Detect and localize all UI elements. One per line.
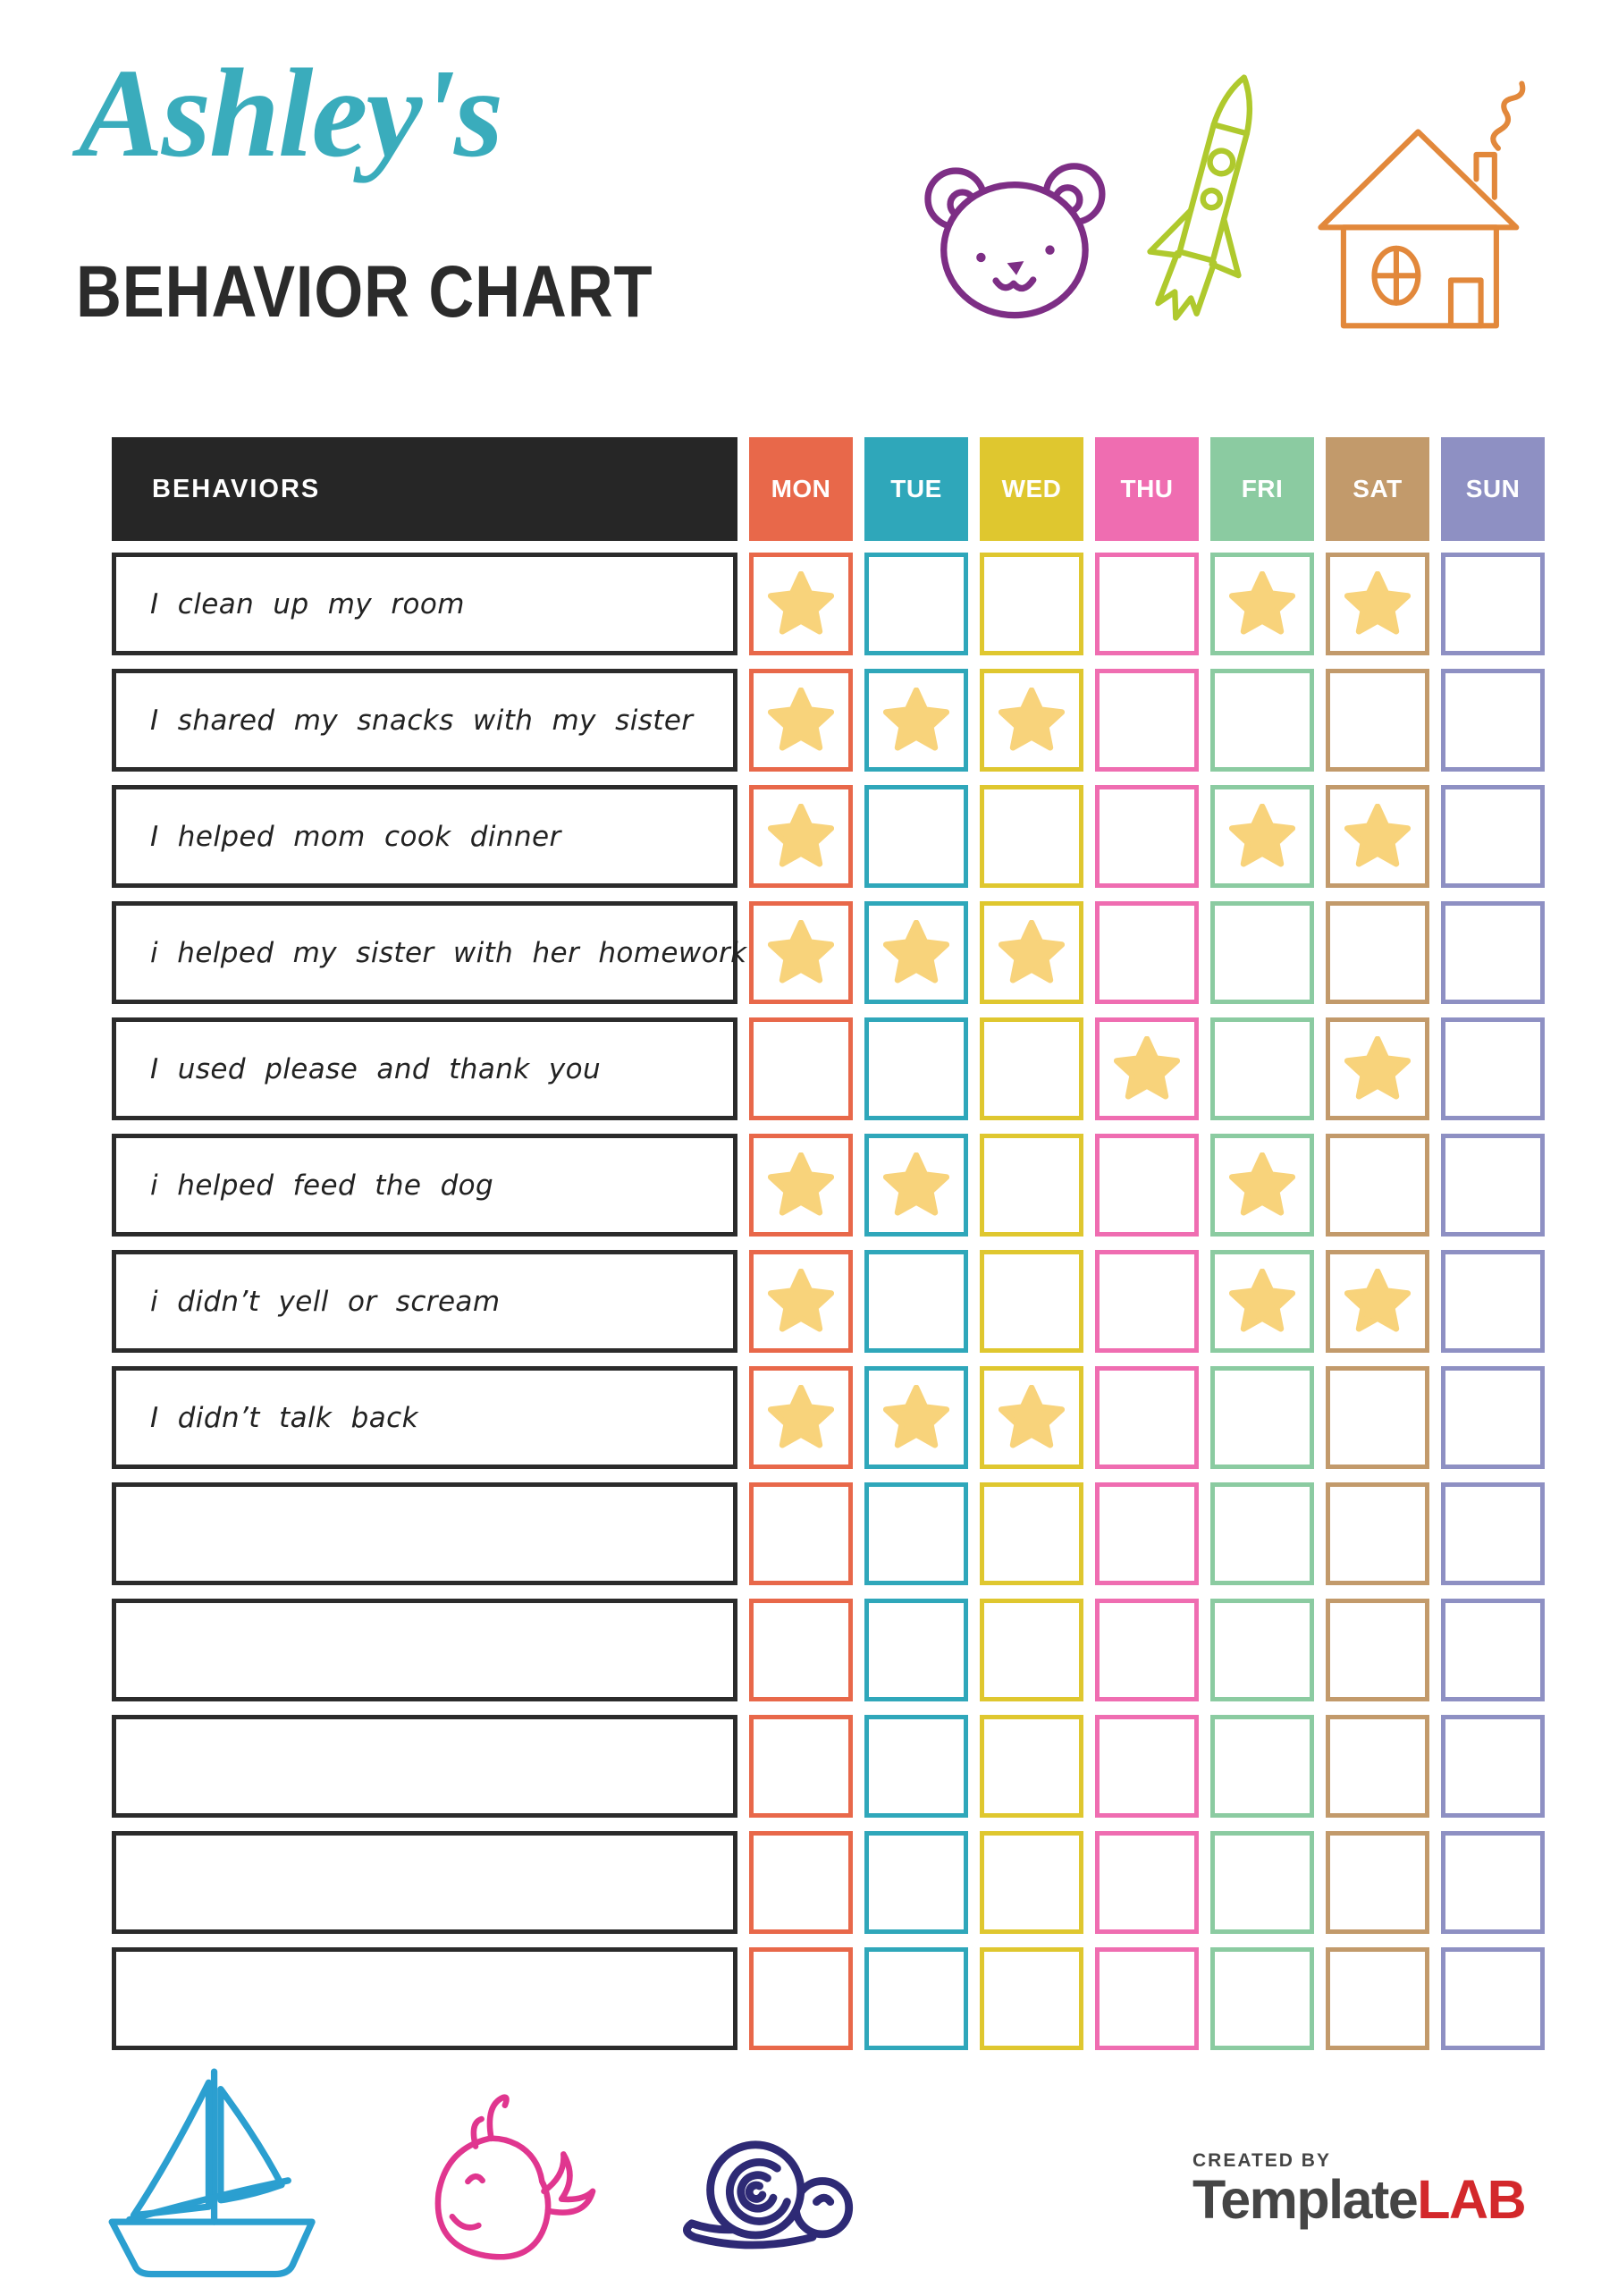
behavior-row [112,1134,1545,1237]
star-icon [999,1385,1065,1451]
day-cell-mon[interactable] [749,901,853,1004]
day-cell-fri[interactable] [1210,1250,1314,1353]
day-cell-wed[interactable] [980,1482,1083,1585]
day-cell-mon[interactable] [749,785,853,888]
day-cell-sat[interactable] [1326,1134,1429,1237]
star-icon [883,1385,949,1451]
templatelab-logo [1192,2150,1526,2230]
behavior-label-cell [112,1831,737,1934]
behavior-row [112,1482,1545,1585]
day-cell-tue[interactable] [864,1715,968,1818]
day-cell-tue[interactable] [864,669,968,772]
day-header-sun: SUN [1441,437,1545,541]
star-icon [1344,571,1411,637]
day-cell-wed[interactable] [980,1599,1083,1701]
day-cell-sun[interactable] [1441,785,1545,888]
day-cell-fri[interactable] [1210,1134,1314,1237]
day-cell-tue[interactable] [864,1250,968,1353]
star-icon [1344,804,1411,870]
star-icon [768,1152,834,1219]
star-icon [768,920,834,986]
day-cell-fri[interactable] [1210,1482,1314,1585]
day-cell-sun[interactable] [1441,553,1545,655]
day-cell-tue[interactable] [864,785,968,888]
day-cell-tue[interactable] [864,553,968,655]
behavior-row [112,901,1545,1004]
star-icon [1229,1152,1295,1219]
behavior-label-cell: i didn’t yell or scream [112,1250,737,1353]
day-cell-sun[interactable] [1441,1017,1545,1120]
day-cell-wed[interactable] [980,553,1083,655]
day-cell-sat[interactable] [1326,1366,1429,1469]
behavior-row [112,1831,1545,1934]
chart-rows [112,553,1545,2050]
behavior-row [112,1250,1545,1353]
day-cell-tue[interactable] [864,901,968,1004]
day-cell-sat[interactable] [1326,901,1429,1004]
sailboat-doodle-icon [86,2056,347,2296]
day-cell-wed[interactable] [980,1134,1083,1237]
day-cell-wed[interactable] [980,1017,1083,1120]
day-cell-sun[interactable] [1441,1134,1545,1237]
day-cell-tue[interactable] [864,1482,968,1585]
day-cell-mon[interactable] [749,1947,853,2050]
day-cell-sun[interactable] [1441,1250,1545,1353]
day-cell-mon[interactable] [749,1017,853,1120]
star-icon [1344,1036,1411,1102]
day-cell-sun[interactable] [1441,1482,1545,1585]
behavior-row [112,553,1545,655]
day-cell-thu[interactable] [1095,553,1199,655]
day-cell-sat[interactable] [1326,1017,1429,1120]
star-icon [883,920,949,986]
day-cell-tue[interactable] [864,1947,968,2050]
brand-lab-text: LAB [1417,2169,1526,2230]
behavior-row [112,1599,1545,1701]
day-cell-wed[interactable] [980,1715,1083,1818]
day-header-sat: SAT [1326,437,1429,541]
day-cell-fri[interactable] [1210,1599,1314,1701]
day-cell-thu[interactable] [1095,1831,1199,1934]
behavior-label-cell: i helped feed the dog [112,1134,737,1237]
day-cell-thu[interactable] [1095,1715,1199,1818]
behavior-label-cell [112,1715,737,1818]
day-cell-tue[interactable] [864,1831,968,1934]
rocket-doodle-icon [1123,61,1294,359]
day-cell-wed[interactable] [980,785,1083,888]
behavior-row [112,1715,1545,1818]
behavior-row [112,1947,1545,2050]
day-cell-tue[interactable] [864,1017,968,1120]
day-cell-sat[interactable] [1326,1947,1429,2050]
star-icon [768,1385,834,1451]
behavior-label-cell: I clean up my room [112,553,737,655]
behavior-row [112,785,1545,888]
created-by-label: CREATED BY [1192,2150,1331,2171]
day-cell-thu[interactable] [1095,1482,1199,1585]
star-icon [999,920,1065,986]
day-cell-wed[interactable] [980,901,1083,1004]
behavior-label-cell: i helped my sister with her homework [112,901,737,1004]
behavior-label-cell: I helped mom cook dinner [112,785,737,888]
day-cell-thu[interactable] [1095,1947,1199,2050]
day-header-fri: FRI [1210,437,1314,541]
day-cell-sun[interactable] [1441,1715,1545,1818]
star-icon [883,1152,949,1219]
star-icon [768,571,834,637]
day-cell-mon[interactable] [749,669,853,772]
day-cell-thu[interactable] [1095,1599,1199,1701]
behavior-label-cell [112,1482,737,1585]
day-cell-mon[interactable] [749,1366,853,1469]
day-cell-thu[interactable] [1095,1134,1199,1237]
day-cell-mon[interactable] [749,1599,853,1701]
day-cell-wed[interactable] [980,669,1083,772]
star-icon [768,1269,834,1335]
day-cell-thu[interactable] [1095,901,1199,1004]
behavior-label-cell [112,1947,737,2050]
behavior-row [112,1017,1545,1120]
day-cell-sun[interactable] [1441,669,1545,772]
child-name-title: Ashley's [79,42,502,183]
star-icon [768,688,834,754]
behaviors-column-header: BEHAVIORS [112,437,737,541]
day-cell-fri[interactable] [1210,1831,1314,1934]
day-cell-sun[interactable] [1441,1599,1545,1701]
bear-doodle-icon [914,148,1119,325]
whale-doodle-icon [390,2055,624,2289]
day-cell-mon[interactable] [749,1482,853,1585]
day-cell-wed[interactable] [980,1250,1083,1353]
day-header-thu: THU [1095,437,1199,541]
day-cell-sat[interactable] [1326,1831,1429,1934]
brand-template-text: Template [1192,2169,1418,2230]
star-icon [1229,804,1295,870]
day-cell-sat[interactable] [1326,1250,1429,1353]
star-icon [999,688,1065,754]
behavior-row [112,1366,1545,1469]
day-cell-sat[interactable] [1326,1482,1429,1585]
behavior-label-cell [112,1599,737,1701]
day-cell-sat[interactable] [1326,785,1429,888]
day-cell-sat[interactable] [1326,669,1429,772]
star-icon [1344,1269,1411,1335]
page-title: BEHAVIOR CHART [76,251,653,333]
day-header-mon: MON [749,437,853,541]
star-icon [883,688,949,754]
day-cell-mon[interactable] [749,1831,853,1934]
day-cell-mon[interactable] [749,1715,853,1818]
day-cell-wed[interactable] [980,1831,1083,1934]
day-header-wed: WED [980,437,1083,541]
day-cell-sun[interactable] [1441,901,1545,1004]
day-cell-fri[interactable] [1210,1947,1314,2050]
day-cell-thu[interactable] [1095,1366,1199,1469]
star-icon [768,804,834,870]
day-cell-mon[interactable] [749,1250,853,1353]
day-cell-sat[interactable] [1326,1715,1429,1818]
day-cell-fri[interactable] [1210,1366,1314,1469]
house-doodle-icon [1298,77,1553,342]
day-cell-thu[interactable] [1095,1017,1199,1120]
day-cell-thu[interactable] [1095,1250,1199,1353]
day-cell-sun[interactable] [1441,1366,1545,1469]
day-cell-fri[interactable] [1210,553,1314,655]
day-cell-wed[interactable] [980,1947,1083,2050]
day-cell-mon[interactable] [749,1134,853,1237]
day-cell-sun[interactable] [1441,1947,1545,2050]
behavior-row [112,669,1545,772]
day-header-tue: TUE [864,437,968,541]
behavior-label-cell: I used please and thank you [112,1017,737,1120]
day-cell-fri[interactable] [1210,901,1314,1004]
behavior-label-cell: I didn’t talk back [112,1366,737,1469]
snail-doodle-icon [645,2117,862,2275]
star-icon [1114,1036,1180,1102]
day-cell-fri[interactable] [1210,669,1314,772]
star-icon [1229,1269,1295,1335]
day-cell-thu[interactable] [1095,669,1199,772]
brand-wordmark [1192,2169,1526,2230]
day-cell-sun[interactable] [1441,1831,1545,1934]
day-cell-tue[interactable] [864,1366,968,1469]
star-icon [1229,571,1295,637]
day-cell-sat[interactable] [1326,553,1429,655]
chart-header-row [112,437,1545,541]
day-cell-fri[interactable] [1210,1715,1314,1818]
day-cell-fri[interactable] [1210,785,1314,888]
day-cell-tue[interactable] [864,1599,968,1701]
day-cell-wed[interactable] [980,1366,1083,1469]
day-cell-mon[interactable] [749,553,853,655]
day-cell-tue[interactable] [864,1134,968,1237]
day-cell-sat[interactable] [1326,1599,1429,1701]
day-cell-thu[interactable] [1095,785,1199,888]
behavior-label-cell: I shared my snacks with my sister [112,669,737,772]
behavior-chart-table [112,437,1545,2050]
day-cell-fri[interactable] [1210,1017,1314,1120]
